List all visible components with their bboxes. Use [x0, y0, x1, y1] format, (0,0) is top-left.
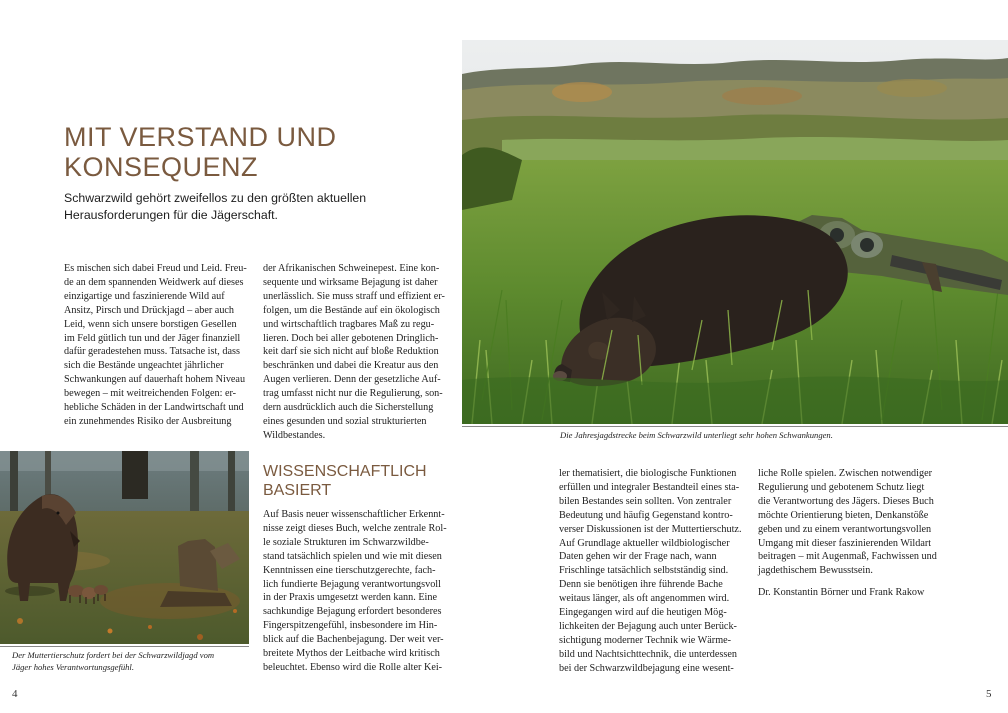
text-line: dern ausdrücklich auch die Sicherstellung — [263, 402, 434, 414]
caption-rule — [462, 426, 1008, 427]
boar-in-grass-photo — [462, 40, 1008, 424]
text-line: beitragen – mit Augenmaß, Fachwissen und — [758, 551, 937, 563]
text-line: erfüllen und integraler Bestandteil eines sta- — [559, 481, 740, 493]
body-column-1 — [64, 262, 254, 429]
text-line: Eingegangen wird auf die heutigen Mög- — [559, 607, 727, 619]
text-line: beleuchtet. Ebenso wird die Rolle alter Kei- — [263, 661, 443, 673]
text-line: sich die Bestände ungeachtet jährlicher — [64, 360, 224, 372]
text-line: lich fundierte Bejagung verantwortungsvoll — [263, 578, 441, 590]
text-line: weitaus länger, als oft angenommen wird. — [559, 593, 730, 605]
text-line: Frischlinge tatsächlich selbstständig sind. — [559, 565, 729, 577]
text-line: folgen, um die Bestände auf ein ökologisch — [263, 304, 440, 316]
text-line: Fingerspitzengefühl, insbesondere im Hin- — [263, 620, 438, 632]
subhead-line: BASIERT — [263, 482, 332, 499]
body-column-4 — [559, 467, 749, 676]
text-line: Daten gehen wir der Frage nach, wann — [559, 551, 717, 563]
text-line: Leid, wenn sich unsere borstigen Gesellen — [64, 318, 237, 330]
text-line: Ansitz, Pirsch und Drückjagd – aber auch — [64, 304, 235, 316]
text-line: blick auf die Bachenbejagung. Der weit ver- — [263, 634, 444, 646]
photo-caption-left — [12, 650, 249, 673]
text-line: beschränken und dabei die Kreatur aus den — [263, 360, 439, 372]
text-line: keit darf sie sich nicht auf bloße Reduktion — [263, 346, 439, 358]
text-line: bilen Bestandes sein sollten. Von zentraler — [559, 495, 732, 507]
caption-line: Jäger hohes Verantwortungsgefühl. — [12, 661, 134, 672]
text-line: sachkundige Bejagung erfordert besonderes — [263, 606, 442, 618]
text-line: lichkeiten der Bejagung auch unter Berück- — [559, 620, 737, 632]
text-line: Auf Grundlage aktueller wildbiologischer — [559, 537, 730, 549]
text-line: hebliche Schäden in der Landwirtschaft und — [64, 402, 244, 414]
text-line: im Feld gütlich tun und der Jäger finanziell — [64, 332, 241, 344]
page-title — [64, 122, 394, 182]
text-line: bewegen – mit weitreichenden Folgen: er- — [64, 388, 237, 400]
body-column-3 — [263, 508, 453, 675]
text-line: Regulierung und gebotenem Schutz liegt — [758, 481, 925, 493]
title-line: MIT VERSTAND UND — [64, 122, 337, 152]
subhead-line: WISSENSCHAFTLICH — [263, 463, 427, 480]
text-line: möchte Orientierung bieten, Denkanstöße — [758, 509, 929, 521]
text-line: nisse zeigt dieses Buch, welche zentrale Rol- — [263, 522, 447, 534]
page-number-right: 5 — [986, 688, 992, 700]
text-line: jagdethischem Bewusstsein. — [758, 565, 873, 577]
lead-line: Schwarzwild gehört zweifellos zu den größten aktuellen — [64, 191, 367, 205]
caption-rule — [0, 646, 249, 647]
body-column-5 — [758, 467, 958, 600]
text-line: ler thematisiert, die biologische Funktionen — [559, 468, 737, 479]
text-line: verser Diskussionen ist der Muttertierschutz. — [559, 523, 742, 535]
text-line: Es mischen sich dabei Freud und Leid. Freu- — [64, 263, 247, 274]
text-line: lieren. Doch bei aller gebotenen Dringlich- — [263, 332, 439, 344]
text-line: in der Praxis umgesetzt werden kann. Eine — [263, 592, 437, 604]
lead-paragraph — [64, 190, 384, 224]
text-line: Kenntnissen eine tierschutzgerechte, fach- — [263, 564, 436, 576]
text-line: und wirtschaftlich tragbares Maß zu regu- — [263, 318, 435, 330]
text-line: trag umfasst nicht nur die Regulierung, son- — [263, 388, 443, 400]
text-line: Umgang mit dieser faszinierenden Wildart — [758, 537, 932, 549]
text-line: geben und zu einem verantwortungsvollen — [758, 523, 932, 535]
title-line: KONSEQUENZ — [64, 152, 259, 182]
spacer — [758, 578, 958, 586]
text-line: dafür geradestehen muss. Tatsache ist, dass — [64, 346, 240, 358]
text-line: ein zunehmendes Risiko der Ausbreitung — [64, 415, 232, 427]
text-line: Denn sie benötigen ihre führende Bache — [559, 579, 723, 591]
text-line: Bedeutung und häufig Gegenstand kontro- — [559, 509, 733, 521]
text-line: sichtigung moderner Technik wie Wärme- — [559, 634, 732, 646]
section-heading — [263, 462, 463, 500]
boar-with-piglets-photo — [0, 451, 249, 644]
text-line: die Verantwortung des Jägers. Dieses Buch — [758, 495, 934, 507]
text-line: Wildbestandes. — [263, 429, 326, 441]
text-line: Schwankungen auf dauerhaft hohem Niveau — [64, 374, 246, 386]
text-line: der Afrikanischen Schweinepest. Eine kon- — [263, 263, 440, 274]
text-line: liche Rolle spielen. Zwischen notwendiger — [758, 468, 932, 479]
text-line: sequente und wirksame Bejagung ist daher — [263, 276, 438, 288]
text-line: bei der Schwarzwildbejagung eine wesent- — [559, 662, 734, 674]
text-line: stand tatsächlich spielen und wie mit diesen — [263, 550, 442, 562]
text-line: Augen verlieren. Denn der gesetzliche Auf- — [263, 374, 441, 386]
body-column-2 — [263, 262, 453, 443]
text-line: unerlässlich. Sie muss straff und effizient er- — [263, 290, 445, 302]
text-line: einzigartige und faszinierende Wild auf — [64, 290, 225, 302]
photo-caption-right — [560, 430, 1000, 442]
text-line: de an dem spannenden Weidwerk auf dieses — [64, 276, 244, 288]
text-line: Auf Basis neuer wissenschaftlicher Erkennt- — [263, 509, 445, 520]
caption-line: Die Jahresjagdstrecke beim Schwarzwild unterliegt sehr hohen Schwankungen. — [560, 430, 833, 440]
text-line: eines gesunden und sozial strukturierten — [263, 415, 427, 427]
text-line: bild und Nachtsichttechnik, die unterdessen — [559, 648, 737, 660]
author-signature: Dr. Konstantin Börner und Frank Rakow — [758, 587, 925, 599]
caption-line: Der Muttertierschutz fordert bei der Schwarzwildjagd vom — [12, 650, 215, 660]
text-line: le soziale Strukturen im Schwarzwildbe- — [263, 536, 429, 548]
page-number-left: 4 — [12, 688, 18, 700]
text-line: breitete Mythos der Leitbache wird kritisch — [263, 648, 440, 660]
lead-line: Herausforderungen für die Jägerschaft. — [64, 208, 278, 222]
